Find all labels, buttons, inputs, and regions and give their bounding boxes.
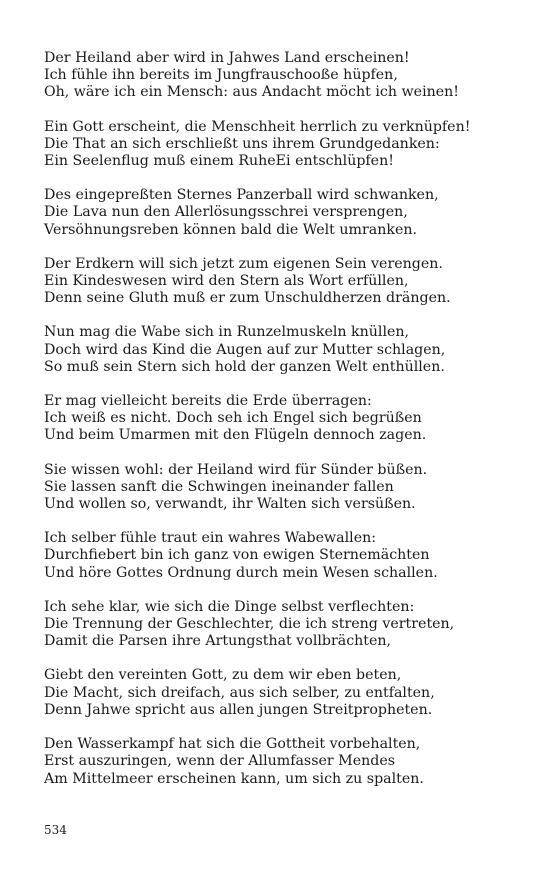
stanza-2 bbox=[44, 119, 524, 171]
verse-line: Erst auszuringen, wenn der Allumfasser Mendes bbox=[44, 753, 395, 770]
verse-line: Des eingepreßten Sternes Panzerball wird schwanken, bbox=[44, 187, 439, 204]
verse-line: Oh, wäre ich ein Mensch: aus Andacht möcht ich weinen! bbox=[44, 84, 459, 101]
verse-line: Der Erdkern will sich jetzt zum eigenen Sein verengen. bbox=[44, 255, 443, 272]
verse-line: Ich selber fühle traut ein wahres Wabewallen: bbox=[44, 530, 377, 547]
page-number: 534 bbox=[44, 823, 67, 837]
stanza-11 bbox=[44, 736, 524, 788]
verse-line: So muß sein Stern sich hold der ganzen Welt enthüllen. bbox=[44, 358, 445, 375]
poem-text bbox=[44, 50, 524, 805]
stanza-3 bbox=[44, 187, 524, 239]
verse-line: Ich fühle ihn bereits im Jungfrauschooße hüpfen, bbox=[44, 67, 398, 84]
verse-line: Und beim Umarmen mit den Flügeln dennoch zagen. bbox=[44, 427, 427, 444]
verse-line: Giebt den vereinten Gott, zu dem wir eben beten, bbox=[44, 667, 402, 684]
verse-line: Doch wird das Kind die Augen auf zur Mutter schlagen, bbox=[44, 341, 446, 358]
verse-line: Die That an sich erschließt uns ihrem Grundgedanken: bbox=[44, 135, 440, 152]
verse-line: Sie wissen wohl: der Heiland wird für Sünder büßen. bbox=[44, 461, 428, 478]
verse-line: Denn Jahwe spricht aus allen jungen Streitpropheten. bbox=[44, 701, 433, 718]
verse-line: Damit die Parsen ihre Artungsthat vollbrächten, bbox=[44, 633, 392, 650]
stanza-8 bbox=[44, 530, 524, 582]
stanza-9 bbox=[44, 599, 524, 651]
verse-line: Ein Gott erscheint, die Menschheit herrlich zu verknüpfen! bbox=[44, 118, 471, 135]
verse-line: Er mag vielleicht bereits die Erde überragen: bbox=[44, 393, 372, 410]
verse-line: Die Trennung der Geschlechter, die ich streng vertreten, bbox=[44, 616, 455, 633]
stanza-1 bbox=[44, 50, 524, 102]
stanza-6 bbox=[44, 393, 524, 445]
verse-line: Den Wasserkampf hat sich die Gottheit vorbehalten, bbox=[44, 736, 421, 753]
verse-line: Versöhnungsreben können bald die Welt umranken. bbox=[44, 221, 417, 238]
verse-line: Am Mittelmeer erscheinen kann, um sich zu spalten. bbox=[44, 770, 424, 787]
verse-line: Durchfiebert bin ich ganz von ewigen Sternemächten bbox=[44, 547, 430, 564]
stanza-4 bbox=[44, 256, 524, 308]
verse-line: Denn seine Gluth muß er zum Unschuldherzen drängen. bbox=[44, 290, 451, 307]
stanza-5 bbox=[44, 324, 524, 376]
verse-line: Die Macht, sich dreifach, aus sich selber, zu entfalten, bbox=[44, 684, 435, 701]
verse-line: Ein Kindeswesen wird den Stern als Wort erfüllen, bbox=[44, 273, 409, 290]
verse-line: Und wollen so, verwandt, ihr Walten sich versüßen. bbox=[44, 496, 416, 513]
verse-line: Ich sehe klar, wie sich die Dinge selbst verflechten: bbox=[44, 598, 415, 615]
verse-line: Ich weiß es nicht. Doch seh ich Engel sich begrüßen bbox=[44, 410, 422, 427]
verse-line: Der Heiland aber wird in Jahwes Land erscheinen! bbox=[44, 50, 410, 66]
verse-line: Und höre Gottes Ordnung durch mein Wesen schallen. bbox=[44, 564, 438, 581]
verse-line: Ein Seelenflug muß einem RuheEi entschlüpfen! bbox=[44, 153, 394, 170]
verse-line: Die Lava nun den Allerlösungsschrei versprengen, bbox=[44, 204, 408, 221]
stanza-10 bbox=[44, 667, 524, 719]
stanza-7 bbox=[44, 462, 524, 514]
verse-line: Nun mag die Wabe sich in Runzelmuskeln knüllen, bbox=[44, 324, 410, 341]
verse-line: Sie lassen sanft die Schwingen ineinander fallen bbox=[44, 478, 394, 495]
